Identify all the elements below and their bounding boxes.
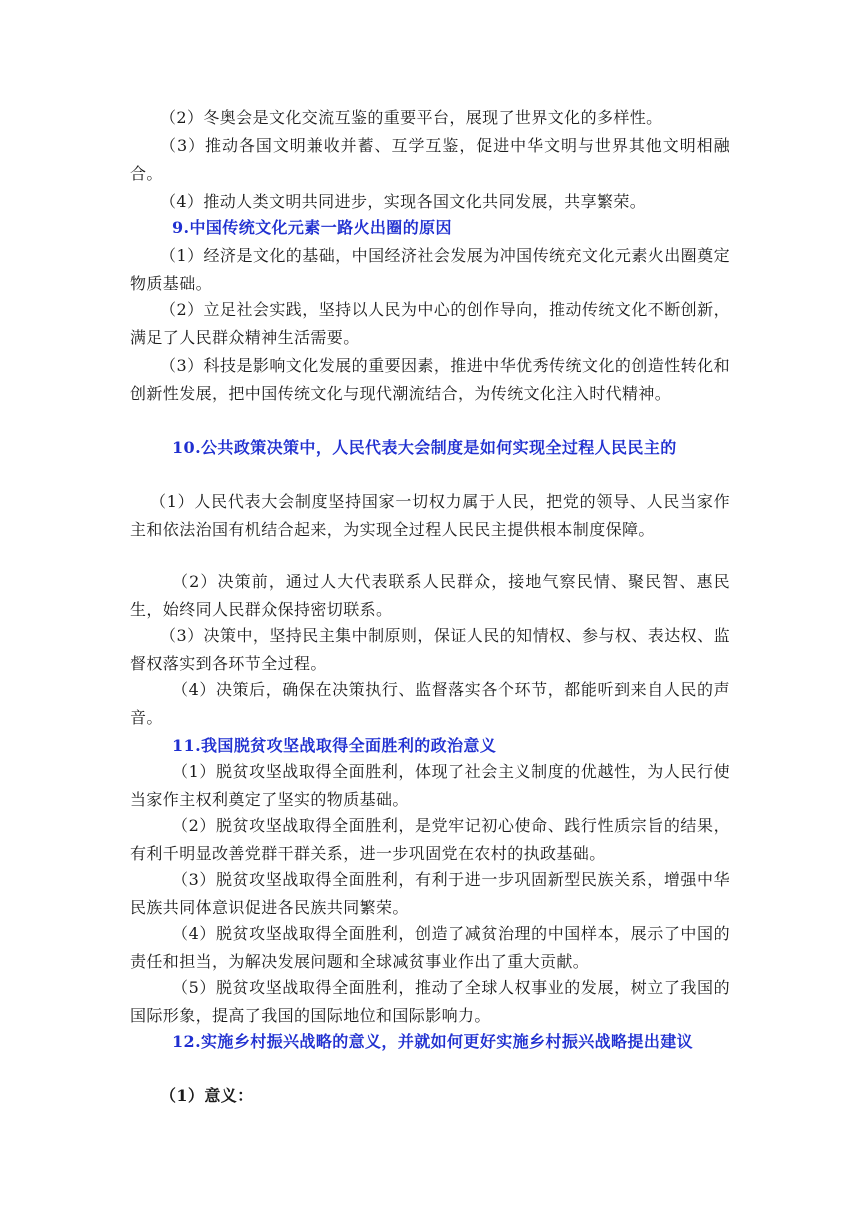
section-heading: 12.实施乡村振兴战略的意义，并就如何更好实施乡村振兴战略提出建议 <box>172 1032 694 1051</box>
section-heading: 11.我国脱贫攻坚战取得全面胜利的政治意义 <box>172 736 497 755</box>
paragraph: （4）决策后，确保在决策执行、监督落实各个环节，都能听到来自人民的声音。 <box>130 680 730 727</box>
paragraph: （4）脱贫攻坚战取得全面胜利，创造了减贫治理的中国样本，展示了中国的责任和担当，为解决发展问题和全球减贫事业作出了重大贡献。 <box>130 924 730 971</box>
paragraph: （1）经济是文化的基础，中国经济社会发展为冲国传统充文化元素火出圈奠定物质基础。 <box>130 246 730 293</box>
paragraph: （3）脱贫攻坚战取得全面胜利，有利于进一步巩固新型民族关系，增强中华民族共同体意识促进各民族共同繁荣。 <box>130 870 730 917</box>
section-heading: 10.公共政策决策中，人民代表大会制度是如何实现全过程人民民主的 <box>172 438 677 457</box>
paragraph: （2）冬奥会是文化交流互鉴的重要平台，展现了世界文化的多样性。 <box>160 108 663 127</box>
paragraph: （3）推动各国文明兼收并蓄、互学互鉴，促进中华文明与世界其他文明相融合。 <box>130 136 730 183</box>
paragraph: （3）决策中，坚持民主集中制原则，保证人民的知情权、参与权、表达权、监督权落实到各环节全过程。 <box>130 626 730 673</box>
paragraph: （1）脱贫攻坚战取得全面胜利，体现了社会主义制度的优越性，为人民行使当家作主权利奠定了坚实的物质基础。 <box>130 762 730 809</box>
paragraph: （1）人民代表大会制度坚持国家一切权力属于人民，把党的领导、人民当家作主和依法治国有机结合起来，为实现全过程人民民主提供根本制度保障。 <box>130 492 730 539</box>
paragraph: （2）脱贫攻坚战取得全面胜利，是党牢记初心使命、践行性质宗旨的结果，有利千明显改善党群干群关系，进一步巩固党在农村的执政基础。 <box>130 816 730 863</box>
paragraph: （2）立足社会实践，坚持以人民为中心的创作导向，推动传统文化不断创新，满足了人民群众精神生活需要。 <box>130 300 730 347</box>
section-heading: 9.中国传统文化元素一路火出圈的原因 <box>172 218 452 237</box>
paragraph: （4）推动人类文明共同进步，实现各国文化共同发展，共享繁荣。 <box>160 192 647 211</box>
paragraph: （2）决策前，通过人大代表联系人民群众，接地气察民情、聚民智、惠民生，始终同人民群众保持密切联系。 <box>130 572 730 619</box>
paragraph: （3）科技是影响文化发展的重要因素，推进中华优秀传统文化的创造性转化和创新性发展，把中国传统文化与现代潮流结合，为传统文化注入时代精神。 <box>130 356 730 403</box>
paragraph: （1）意义： <box>160 1086 254 1105</box>
paragraph: （5）脱贫攻坚战取得全面胜利，推动了全球人权事业的发展，树立了我国的国际形象，提高了我国的国际地位和国际影响力。 <box>130 978 730 1025</box>
